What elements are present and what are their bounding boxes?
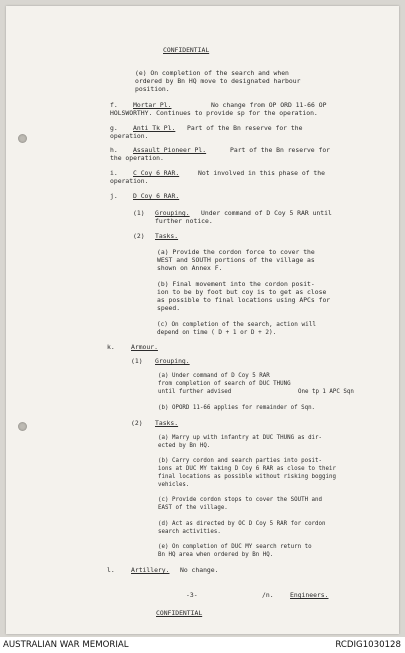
para-f-title: Mortar Pl. [133, 101, 172, 109]
para-e-line: ordered by Bn HQ move to designated harbour [135, 77, 301, 85]
para-l-label: l. [107, 566, 115, 574]
para-k2b-line: vehicles. [158, 482, 190, 488]
para-k2-num: (2) [131, 419, 143, 427]
para-k2d-line: (d) Act as directed by OC D Coy 5 RAR for cordon [158, 521, 326, 527]
punch-hole [18, 134, 27, 143]
para-k2b-line: (b) Carry cordon and search parties into posit- [158, 458, 323, 464]
para-k1b-line: (b) OPORD 11-66 applies for remainder of Sqn. [158, 405, 316, 411]
para-k2-title: Tasks. [155, 419, 179, 427]
para-k1a-line: (a) Under command of D Coy 5 RAR [158, 373, 270, 379]
continuation-title: Engineers. [290, 591, 329, 599]
para-j-title: D Coy 6 RAR. [133, 192, 180, 200]
para-k1a-line: from completion of search of DUC THUNG [158, 381, 291, 387]
para-j2b-line: ion to be by foot but coy is to get as close [157, 288, 327, 296]
page-number: -3- [186, 591, 198, 599]
para-k2c-line: (c) Provide cordon stops to cover the SOUTH and [158, 497, 323, 503]
para-j2a-line: shown on Annex F. [157, 264, 223, 272]
para-j1-line: Under command of D Coy 5 RAR until [201, 209, 332, 217]
para-g-label: g. [110, 124, 118, 132]
para-k2a-line: ected by Bn HQ. [158, 443, 211, 449]
para-j-label: j. [110, 192, 118, 200]
para-h-title: Assault Pioneer Pl. [133, 146, 207, 154]
para-k2c-line: EAST of the village. [158, 505, 228, 511]
para-f-label: f. [110, 101, 118, 109]
para-k-title: Armour. [131, 343, 158, 351]
para-j2b-line: as possible to final locations using APCs for [157, 296, 331, 304]
para-l-text: No change. [180, 566, 219, 574]
para-j2b-line: speed. [157, 304, 181, 312]
para-j2a-line: (a) Provide the cordon force to cover the [157, 248, 315, 256]
para-j2c-line: depend on time ( D + 1 or D + 2). [157, 329, 277, 336]
para-j2c-line: (c) On completion of the search, action will [157, 321, 316, 328]
para-j2-title: Tasks. [155, 232, 179, 240]
para-k2d-line: search activities. [158, 529, 221, 535]
footer-classification: CONFIDENTIAL [156, 609, 203, 617]
para-e-line: (e) On completion of the search and when [135, 69, 289, 77]
para-i-label: i. [110, 169, 118, 177]
para-k2e-line: (e) On completion of DUC MY search return to [158, 544, 312, 550]
para-f-line: HOLSWORTHY. Continues to provide sp for the operation. [110, 109, 318, 117]
header-classification: CONFIDENTIAL [163, 46, 210, 54]
para-f-line: No change from OP ORD 11-66 OP [211, 101, 327, 109]
para-g-line: operation. [110, 132, 149, 140]
para-h-line: the operation. [110, 154, 164, 162]
archive-reference: RCDIG1030128 [335, 640, 401, 650]
para-j2-num: (2) [133, 232, 145, 240]
para-k2a-line: (a) Marry up with infantry at DUC THUNG as dir- [158, 435, 323, 441]
archive-name: AUSTRALIAN WAR MEMORIAL [3, 640, 129, 650]
para-j2a-line: WEST and SOUTH portions of the village as [157, 256, 315, 264]
para-h-label: h. [110, 146, 118, 154]
para-k2b-line: final locations as possible without risking bogging [158, 474, 336, 480]
para-i-line: Not involved in this phase of the [198, 169, 325, 177]
para-j1-line: further notice. [155, 217, 213, 225]
para-k1-title: Grouping. [155, 357, 190, 365]
para-j1-num: (1) [133, 209, 145, 217]
para-g-title: Anti Tk Pl. [133, 124, 176, 132]
document-page [6, 6, 399, 634]
para-k1a-line: until further advised [158, 389, 232, 395]
para-e-line: position. [135, 85, 170, 93]
para-i-line: operation. [110, 177, 149, 185]
para-i-title: C Coy 6 RAR. [133, 169, 180, 177]
para-k2b-line: ions at DUC MY taking D Coy 6 RAR as close to their [158, 466, 336, 472]
para-k-label: k. [107, 343, 115, 351]
para-h-line: Part of the Bn reserve for [230, 146, 331, 154]
para-l-title: Artillery. [131, 566, 170, 574]
para-j2b-line: (b) Final movement into the cordon posit- [157, 280, 315, 288]
para-g-line: Part of the Bn reserve for the [187, 124, 303, 132]
para-k2e-line: Bn HQ area when ordered by Bn HQ. [158, 552, 274, 558]
para-k1-num: (1) [131, 357, 143, 365]
archive-footer [0, 637, 405, 653]
para-j1-title: Grouping. [155, 209, 190, 217]
punch-hole [18, 422, 27, 431]
continuation-prefix: /n. [262, 591, 274, 599]
para-k1a-right: One tp 1 APC Sqn [298, 389, 354, 395]
